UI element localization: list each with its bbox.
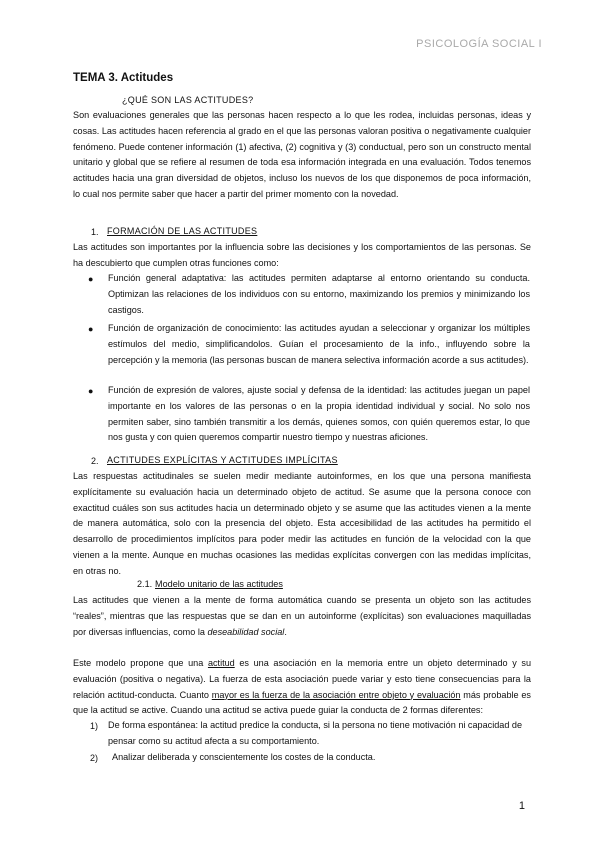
bullet-item-organizacion: Función de organización de conocimiento: las actitudes ayudan a seleccionar y organizar los múltiples estímulos del medio, simplificandolos. Guían el procesamiento de la info., influyendo sobre la percepción y la memoria (las personas buscan de manera selectiva información acorde a sus actitudes).	[108, 323, 530, 365]
model-paragraph: Este modelo propone que una actitud es una asociación en la memoria entre un objeto determinado y su evaluación (positiva o negativa). La fuerza de esta asociación puede variar y esto tiene consecuencias para la relación actitud-conducta. Cuanto mayor es la fuerza de la asociación entre objeto y evaluación más probable es que la actitud se active. Cuando una actitud se activa puede guiar la conducta de 2 formas diferentes:	[73, 658, 532, 716]
intro-paragraph: Son evaluaciones generales que las personas hacen respecto a lo que les rodea, incluidas personas, ideas y cosas. Las actitudes hacen referencia al grado en el que las personas valoran positiva o negativamente cualquier fenómeno. Puede contener información (1) afectiva, (2) cognitiva y (3) conductual, pero son un constructo mental unitario y global que se refiere al resumen de toda esa información integrada en una evaluación. Todos tenemos actitudes hacia una gran diversidad de objetos, incluso los nuevos de los que disponemos de poca información, lo cual nos permite saber que hacer a partir del primer momento con la novedad.	[73, 110, 531, 199]
italic-term: deseabilidad social	[207, 626, 285, 637]
page-title: TEMA 3. Actitudes	[73, 72, 174, 84]
course-header: PSICOLOGÍA SOCIAL I	[416, 38, 542, 50]
intro-heading: ¿QUÉ SON LAS ACTITUDES?	[122, 95, 254, 105]
form-1-label: 1)	[90, 721, 99, 731]
section-1-paragraph: Las actitudes son importantes por la influencia sobre las decisiones y los comportamientos de las personas. Se ha descubierto que cumplen otras funciones como:	[73, 242, 531, 268]
underlined-actitud: actitud	[207, 658, 235, 668]
underlined-fuerza: mayor es la fuerza de la asociación entre objeto y evaluación	[211, 689, 461, 700]
section-2-paragraph: Las respuestas actitudinales se suelen medir mediante autoinformes, en los que una persona manifiesta explícitamente su evaluación hacia un determinado objeto de actitud. Se asume que la persona conoce con exactitud cuáles son sus actitudes hacia un determinado objeto y se asume que las actitudes vienen a la mente de manera automática, solo con la presencia del objeto. Esta accesibilidad de las actitudes ha permitido el desarrollo de procedimientos implícitos para poder medir las actitudes en función de la velocidad con la que vienen a la mente. Aunque en muchas ocasiones las medidas explícitas convergen con las medidas implícitas, en otras no.	[73, 471, 531, 576]
section-2-1-number: 2.1.	[137, 579, 153, 589]
form-2-label: 2)	[90, 753, 99, 763]
form-1-text: De forma espontánea: la actitud predice la conducta, si la persona no tiene motivación ni capacidad de pensar como su actitud afecta a su comportamiento.	[108, 720, 523, 746]
section-2-1-paragraph: Las actitudes que vienen a la mente de forma automática cuando se presenta un objeto son las actitudes “reales”, mientras que las respuestas que se dan en un autoinforme (explícitas) son evaluaciones maquilladas por diversas influencias, como la deseabilidad social.	[73, 595, 531, 637]
page-number: 1	[518, 800, 525, 812]
section-2-1-heading: Modelo unitario de las actitudes	[155, 579, 283, 589]
section-2-heading: ACTITUDES EXPLÍCITAS Y ACTITUDES IMPLÍCITAS	[107, 455, 338, 465]
section-1-heading: FORMACIÓN DE LAS ACTITUDES	[107, 226, 258, 236]
form-2-text: Analizar deliberada y conscientemente los costes de la conducta.	[112, 752, 376, 762]
bullet-item-adaptativa: Función general adaptativa: las actitudes permiten adaptarse al entorno orientando su conducta. Optimizan las relaciones de los individuos con su entorno, maximizando los premios y minimizando los castigos.	[108, 273, 530, 315]
bullet-dot: ●	[88, 274, 94, 284]
section-2-number: 2.	[91, 456, 99, 466]
bullet-item-expresion: Función de expresión de valores, ajuste social y defensa de la identidad: las actitudes juegan un papel importante en los valores de las personas o en la propia identidad individual y social. No solo nos permiten saber, sino también transmitir a los demás, quienes somos, con quién queremos estar, lo que nos gusta y con quien queremos compartir nuestro tiempo y nuestras aficiones.	[108, 385, 530, 443]
bullet-dot: ●	[88, 386, 94, 396]
section-1-number: 1.	[91, 227, 99, 237]
bullet-dot: ●	[88, 324, 94, 334]
